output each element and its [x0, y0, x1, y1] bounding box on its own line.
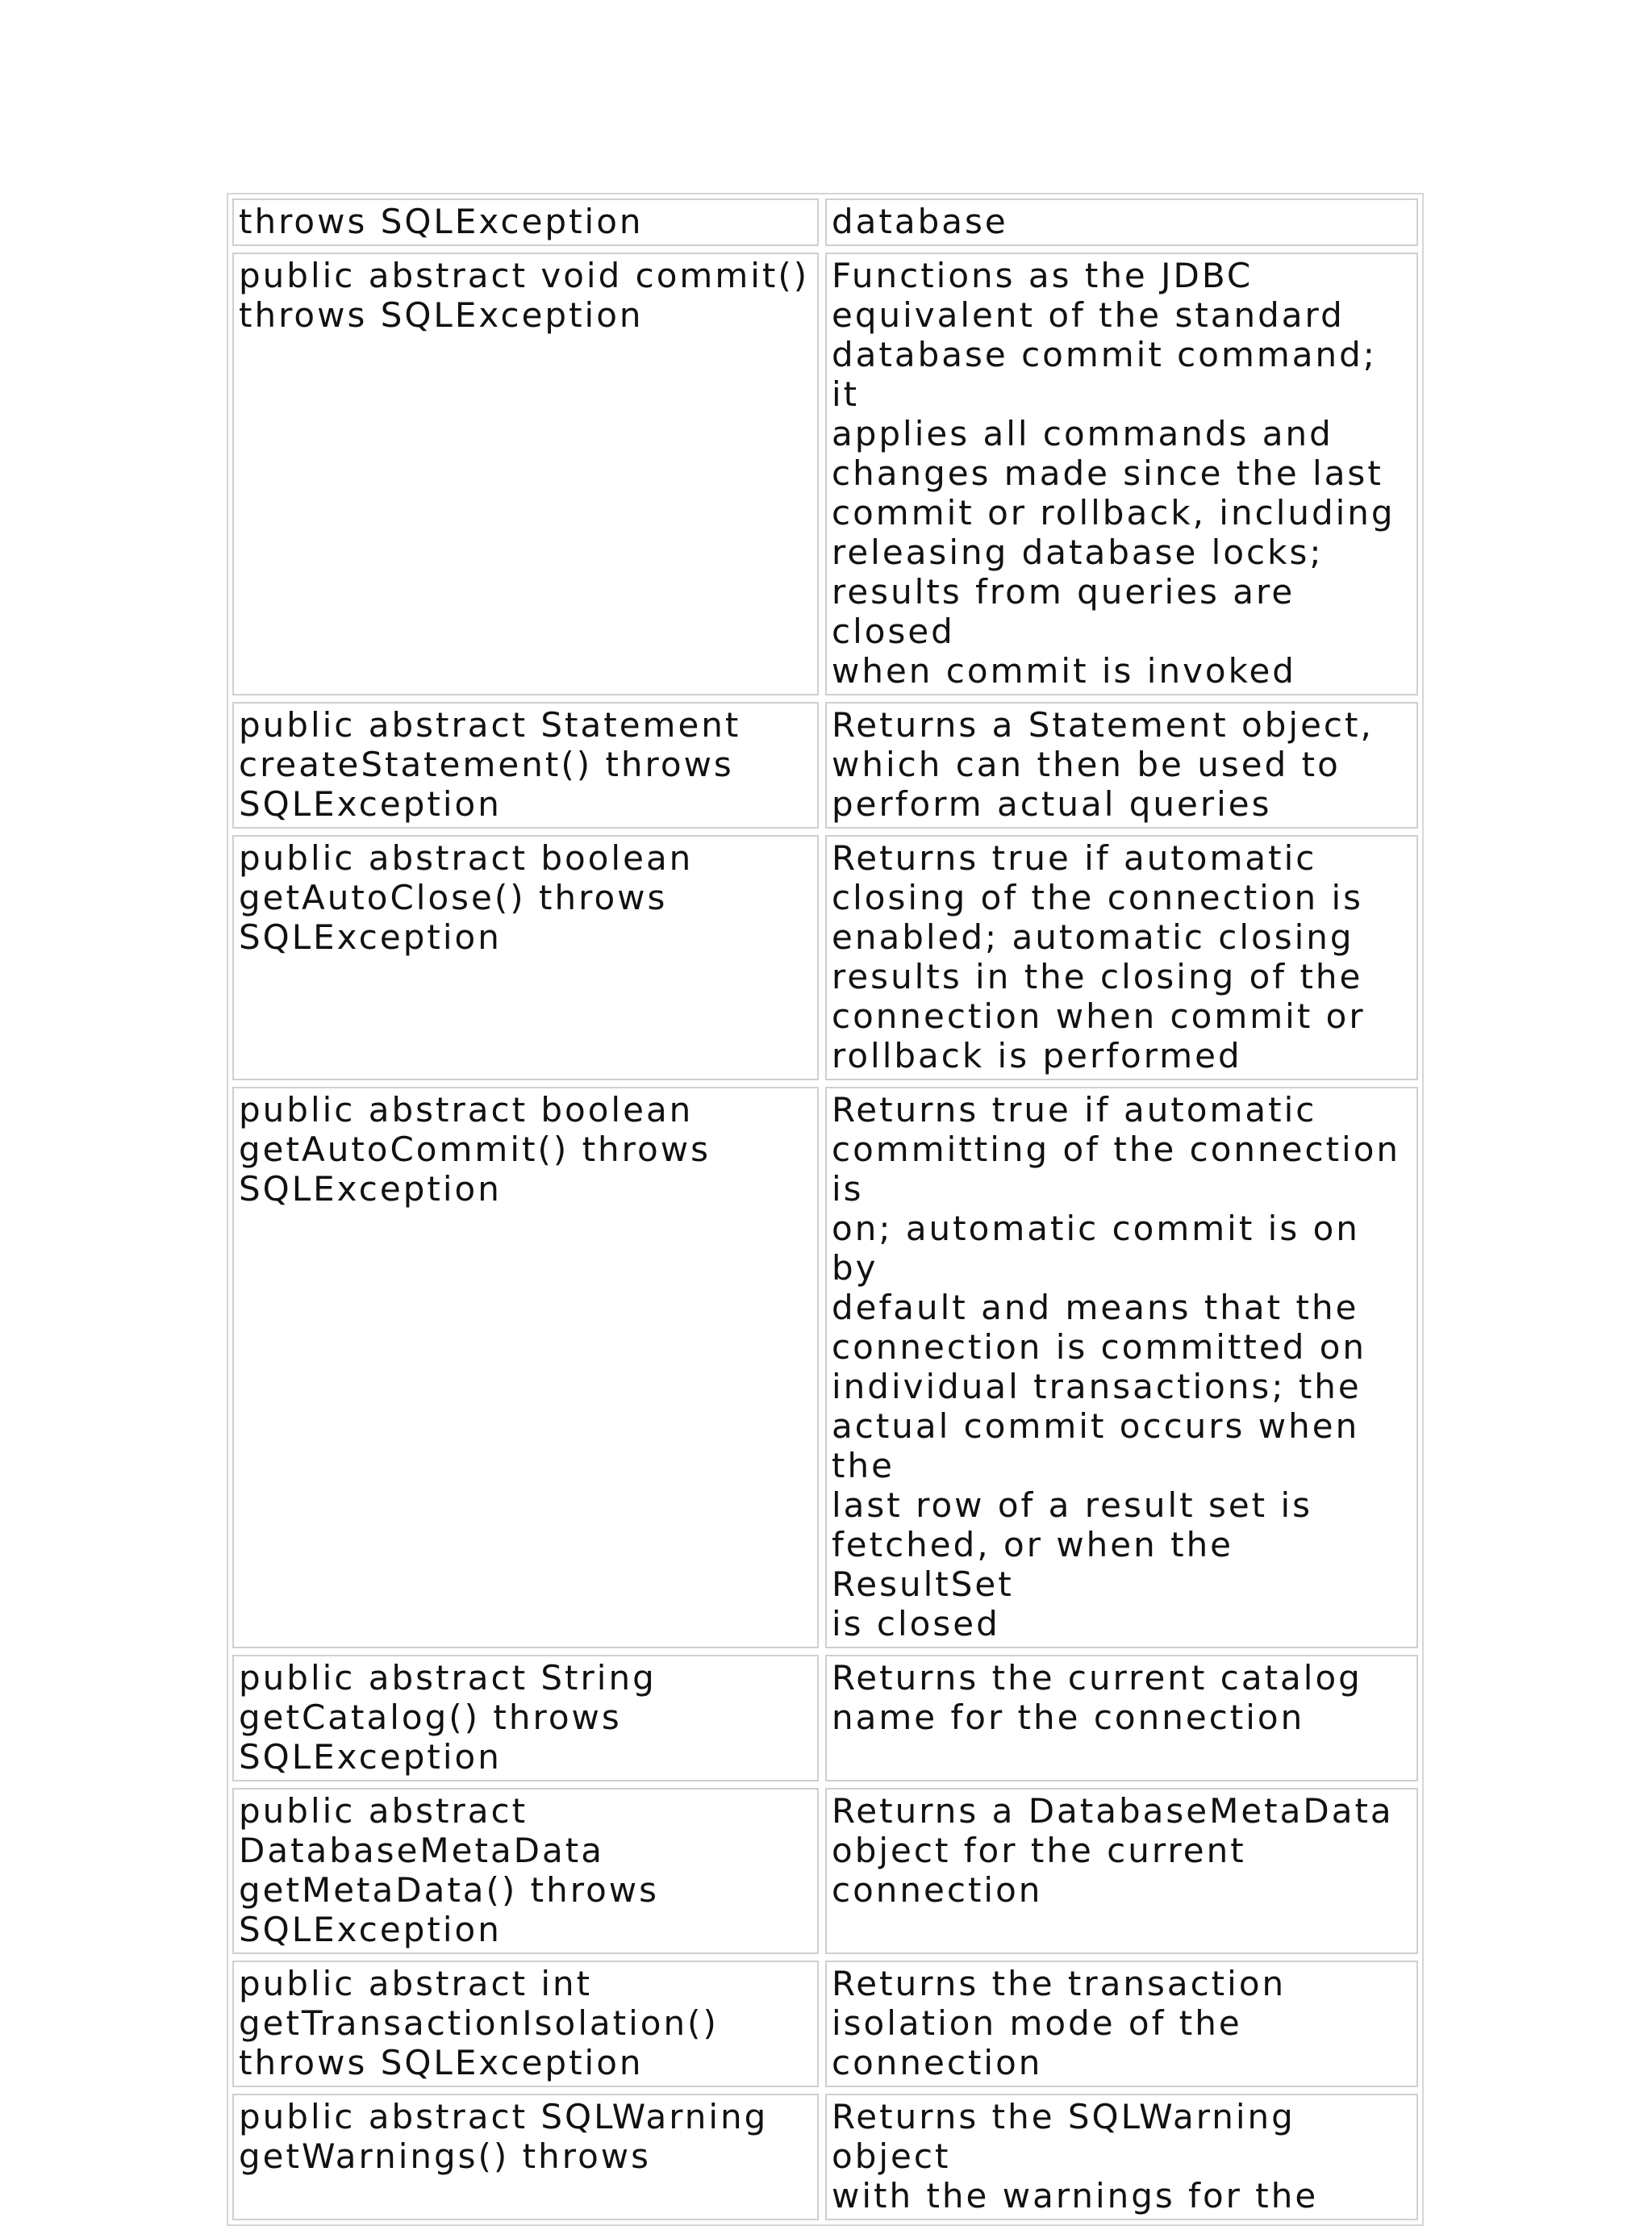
method-description-cell: Returns the SQLWarning object with the warnings for the — [825, 2094, 1418, 2220]
method-signature-cell: public abstract int getTransactionIsolation() throws SQLException — [232, 1961, 819, 2087]
method-description-cell: Returns a DatabaseMetaData object for the current connection — [825, 1788, 1418, 1954]
method-description-cell: database — [825, 198, 1418, 246]
method-signature-cell: public abstract String getCatalog() throws SQLException — [232, 1655, 819, 1781]
method-description-cell: Returns true if automatic committing of the connection is on; automatic commit is on by default and means that the connection is committed on individual transactions; the actual commit occurs when the last row of a result set is fetched, or when the ResultSet is closed — [825, 1087, 1418, 1648]
method-signature-cell: throws SQLException — [232, 198, 819, 246]
method-signature-cell: public abstract DatabaseMetaData getMetaData() throws SQLException — [232, 1788, 819, 1954]
method-description-cell: Returns true if automatic closing of the connection is enabled; automatic closing results in the closing of the connection when commit or rollback is performed — [825, 835, 1418, 1080]
method-description-cell: Returns a Statement object, which can then be used to perform actual queries — [825, 702, 1418, 829]
method-signature-cell: public abstract Statement createStatement() throws SQLException — [232, 702, 819, 829]
table-row — [232, 2094, 1418, 2220]
table-row — [232, 198, 1418, 246]
method-signature-cell: public abstract SQLWarning getWarnings() throws — [232, 2094, 819, 2220]
table-row — [232, 702, 1418, 829]
table-row — [232, 1655, 1418, 1781]
method-description-cell: Returns the transaction isolation mode of the connection — [825, 1961, 1418, 2087]
table-row — [232, 1788, 1418, 1954]
method-signature-cell: public abstract boolean getAutoCommit() throws SQLException — [232, 1087, 819, 1648]
method-signature-cell: public abstract void commit() throws SQLException — [232, 253, 819, 695]
method-table — [227, 193, 1424, 2226]
table-row — [232, 253, 1418, 695]
table-row — [232, 1961, 1418, 2087]
method-description-cell: Returns the current catalog name for the connection — [825, 1655, 1418, 1781]
method-description-cell: Functions as the JDBC equivalent of the standard database commit command; it applies all commands and changes made since the last commit or rollback, including releasing database locks; results from queries are closed when commit is invoked — [825, 253, 1418, 695]
table-row — [232, 835, 1418, 1080]
table-row — [232, 1087, 1418, 1648]
method-signature-cell: public abstract boolean getAutoClose() throws SQLException — [232, 835, 819, 1080]
